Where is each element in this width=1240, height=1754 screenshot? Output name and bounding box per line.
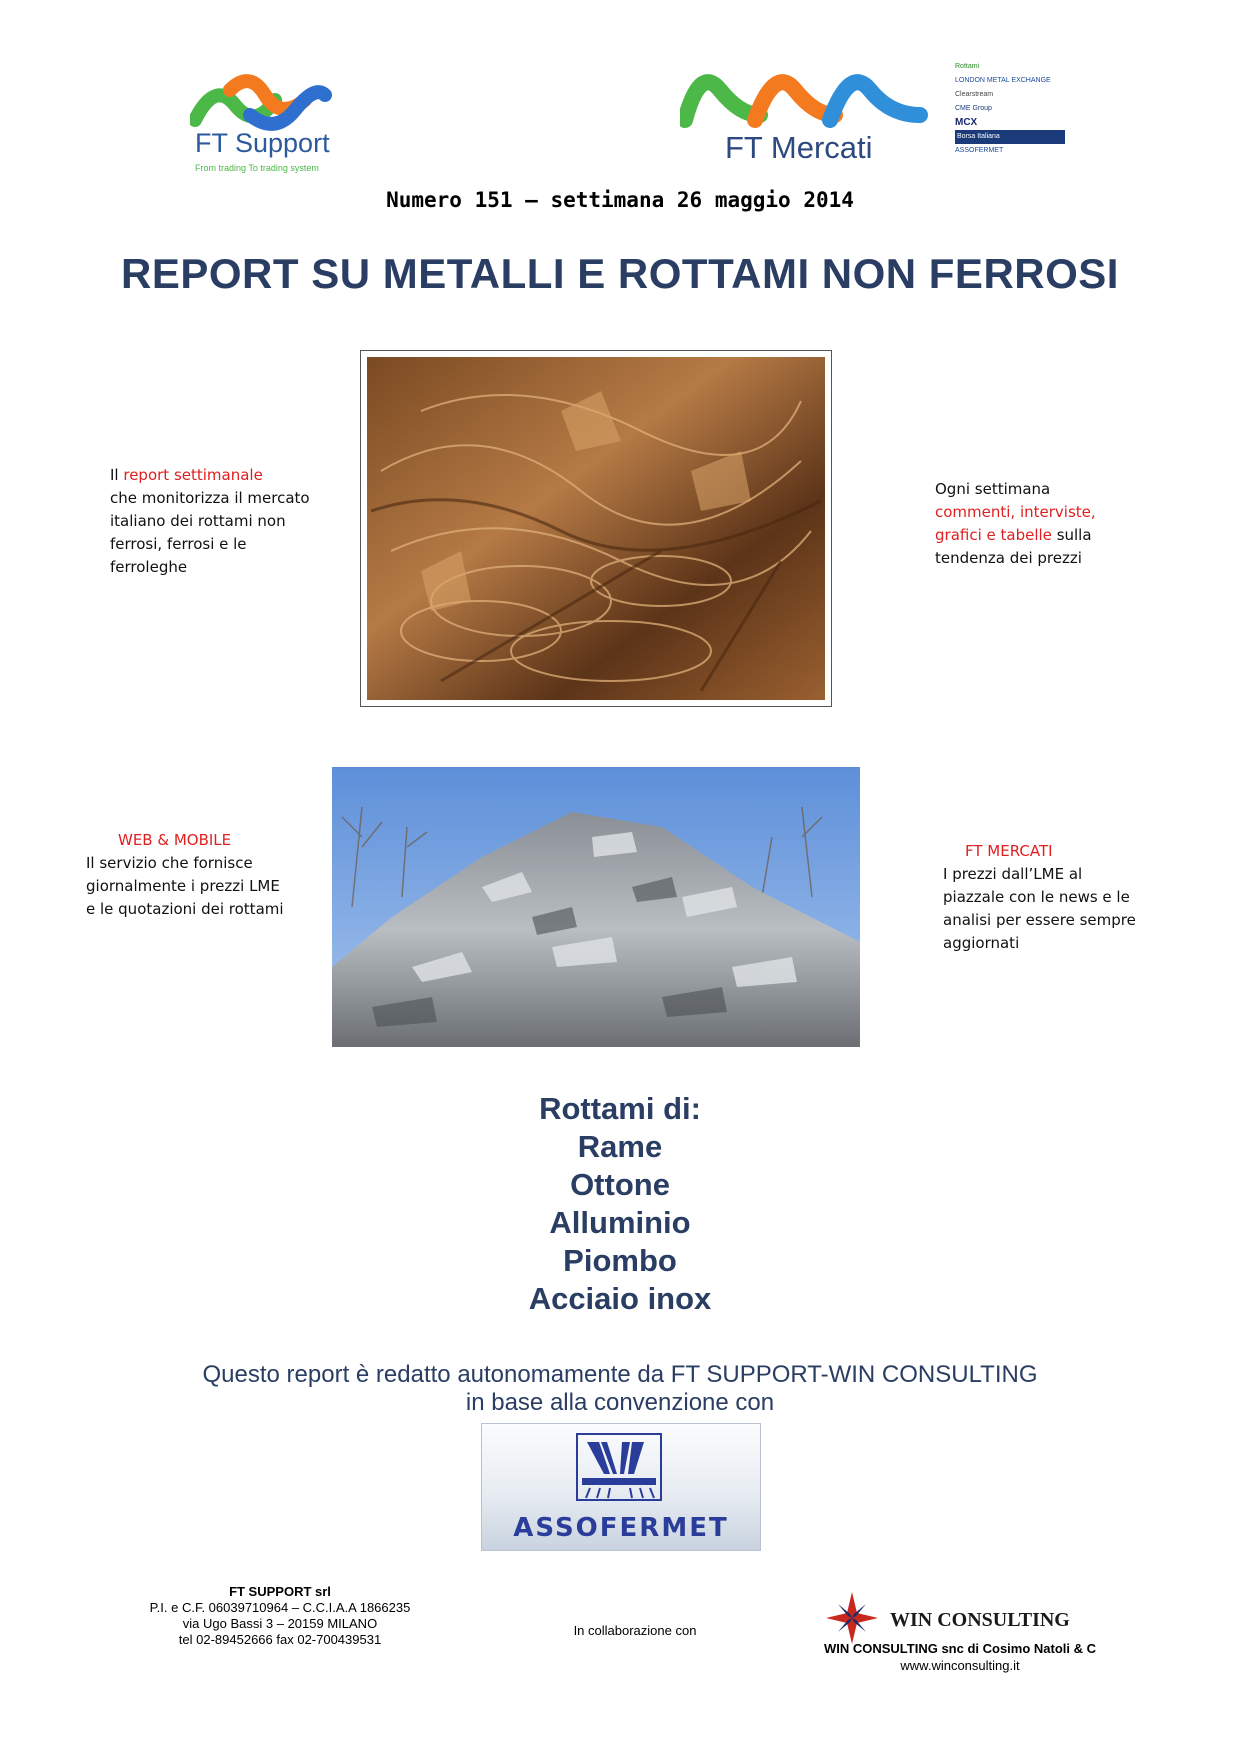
weekly-report-highlight: report settimanale xyxy=(123,466,263,484)
weekly-content-body: sulla tendenza dei prezzi xyxy=(935,526,1092,567)
win-consulting-logo xyxy=(820,1590,1090,1646)
aluminium-scrap-photo xyxy=(332,767,860,1047)
web-mobile-body: Il servizio che fornisce giornalmente i prezzi LME e le quotazioni dei rottami xyxy=(86,854,284,918)
ft-support-phone: tel 02-89452666 fax 02-700439531 xyxy=(178,1632,382,1647)
win-consulting-company: WIN CONSULTING snc di Cosimo Natoli & C xyxy=(823,1641,1097,1656)
ft-support-logo xyxy=(190,60,350,180)
ft-mercati-name: FT Mercati xyxy=(725,130,873,165)
web-mobile-heading: WEB & MOBILE xyxy=(118,831,232,849)
win-consulting-footer xyxy=(790,1640,1130,1674)
partner-logo: CME Group xyxy=(955,105,992,112)
partner-logo: LONDON METAL EXCHANGE xyxy=(955,77,1051,84)
web-mobile-text xyxy=(86,829,286,921)
report-notice xyxy=(0,1361,1240,1417)
ft-mercati-text xyxy=(943,840,1143,955)
weekly-report-pre: Il xyxy=(110,466,124,484)
scrap-list-item: Alluminio xyxy=(549,1205,691,1240)
ft-support-mark-icon xyxy=(190,60,350,180)
scrap-pile-illustration-icon xyxy=(332,767,860,1047)
ft-mercati-heading: FT MERCATI xyxy=(965,842,1053,860)
report-notice-line1: Questo report è redatto autonomamente da FT SUPPORT-WIN CONSULTING xyxy=(202,1361,1038,1388)
collaboration-text: In collaborazione con xyxy=(573,1623,697,1638)
weekly-content-pre: Ogni settimana xyxy=(935,480,1051,498)
ft-support-tagline: From trading To trading system xyxy=(195,163,319,173)
weekly-report-body: che monitorizza il mercato italiano dei rottami non ferrosi, ferrosi e le ferroleghe xyxy=(110,489,310,576)
ft-support-name: FT Support xyxy=(195,128,330,158)
partner-logo: Clearstream xyxy=(955,91,994,98)
win-consulting-site: www.winconsulting.it xyxy=(900,1658,1020,1673)
ft-support-company: FT SUPPORT srl xyxy=(229,1584,331,1599)
partner-logo: MCX xyxy=(955,117,978,128)
ft-mercati-logo xyxy=(680,60,940,170)
report-notice-line2: in base alla convenzione con xyxy=(465,1389,775,1416)
compass-rose-icon xyxy=(820,1590,1090,1646)
win-consulting-logo-text: WIN CONSULTING xyxy=(890,1609,1070,1631)
partner-logos xyxy=(955,60,1065,180)
weekly-report-text xyxy=(110,464,310,579)
ft-support-footer xyxy=(110,1584,450,1648)
partner-logo: Borsa Italiana xyxy=(955,130,1065,144)
assofermet-logo-text: ASSOFERMET xyxy=(513,1513,729,1543)
ft-mercati-mark-icon xyxy=(680,60,940,170)
partner-logo: Rottami xyxy=(955,63,980,70)
scrap-list-item: Rame xyxy=(577,1129,663,1164)
weekly-content-highlight: commenti, interviste, grafici e tabelle xyxy=(935,503,1096,544)
ft-support-address: via Ugo Bassi 3 – 20159 MILANO xyxy=(182,1616,378,1631)
weekly-content-text xyxy=(935,478,1135,570)
ft-support-tax: P.I. e C.F. 06039710964 – C.C.I.A.A 1866235 xyxy=(149,1600,411,1615)
scrap-list-item: Piombo xyxy=(563,1243,677,1278)
issue-line: Numero 151 – settimana 26 maggio 2014 xyxy=(386,188,854,212)
partner-logo: ASSOFERMET xyxy=(955,147,1004,154)
assofermet-mark-icon xyxy=(482,1424,760,1550)
copper-scrap-illustration-icon xyxy=(361,351,831,706)
assofermet-logo xyxy=(481,1423,761,1551)
copper-scrap-photo xyxy=(360,350,832,707)
scrap-list xyxy=(0,1090,1240,1318)
ft-mercati-body: I prezzi dall’LME al piazzale con le news e le analisi per essere sempre aggiornati xyxy=(943,865,1136,952)
page-title: REPORT SU METALLI E ROTTAMI NON FERROSI xyxy=(121,250,1119,297)
scrap-list-item: Acciaio inox xyxy=(528,1281,712,1316)
scrap-list-heading: Rottami di: xyxy=(539,1091,701,1126)
scrap-list-item: Ottone xyxy=(570,1167,670,1202)
